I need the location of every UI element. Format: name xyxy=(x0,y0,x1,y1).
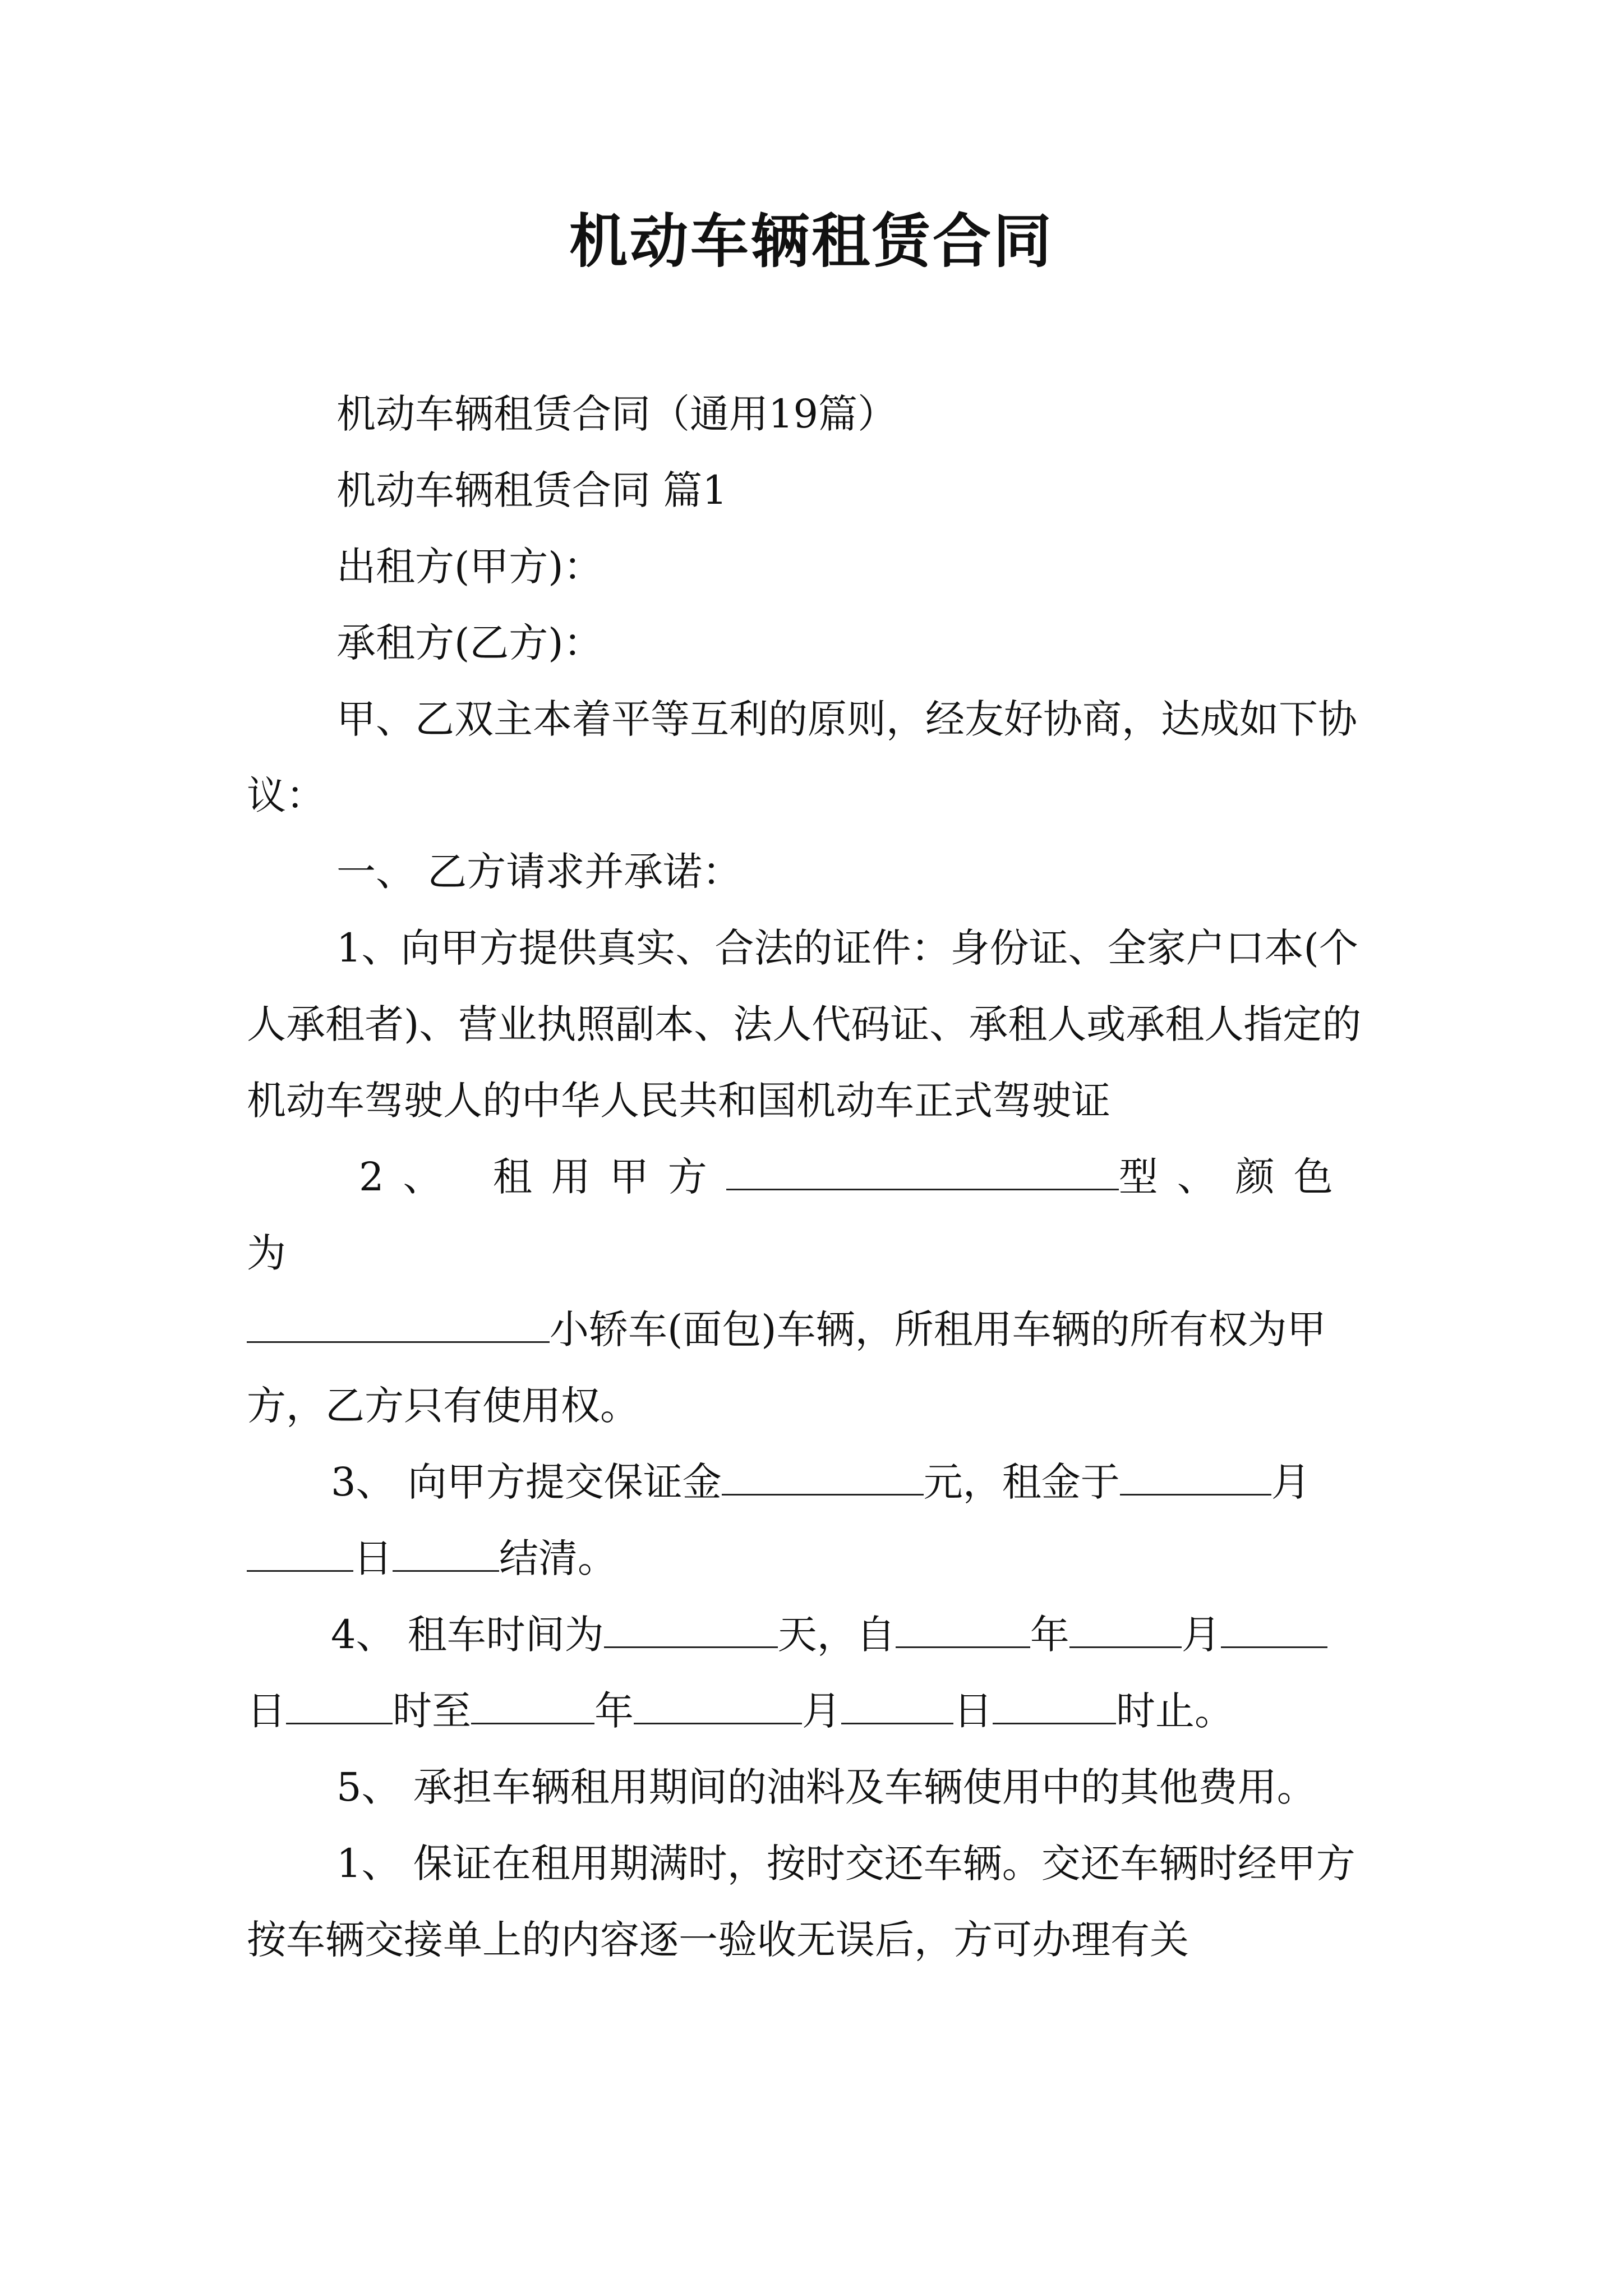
clause-4 xyxy=(247,1596,1385,1749)
clause-3-part2: 元，租金于 xyxy=(923,1459,1120,1505)
blank-vehicle-model xyxy=(726,1154,1119,1190)
blank-rental-days xyxy=(604,1612,778,1648)
chapter-heading: 机动车辆租赁合同 篇1 xyxy=(336,467,727,513)
clause-4-part10: 时止。 xyxy=(1116,1688,1234,1734)
blank-end-hour xyxy=(993,1688,1116,1724)
blank-end-month xyxy=(634,1688,802,1724)
blank-start-day xyxy=(1221,1612,1327,1648)
clause-4-part8: 月 xyxy=(802,1688,841,1734)
blank-rent-settle xyxy=(393,1535,499,1572)
clause-4-part7: 年 xyxy=(594,1688,634,1734)
clause-3-part3: 月 xyxy=(1271,1459,1311,1505)
blank-start-month xyxy=(1069,1612,1182,1648)
clause-4-part9: 日 xyxy=(953,1688,993,1734)
clause-4-part1: 4、 租车时间为 xyxy=(331,1612,604,1658)
blank-rent-month xyxy=(1120,1459,1271,1496)
clause-3-part1: 3、 向甲方提交保证金 xyxy=(331,1459,722,1505)
intro-paragraph: 甲、乙双主本着平等互利的原则，经友好协商，达成如下协议： xyxy=(247,696,1357,818)
clause-1: 1、向甲方提供真实、合法的证件：身份证、全家户口本(个人承租者)、营业执照副本、法人代码证、承租人或承租人指定的机动车驾驶人的中华人民共和国机动车正式驾驶证 xyxy=(247,925,1362,1124)
clause-2-part3: 小轿车(面包)车辆，所租用车辆的所有权为甲方，乙方只有使用权。 xyxy=(247,1306,1326,1429)
clause-4-part6: 时至 xyxy=(393,1688,471,1734)
document-subtitle: 机动车辆租赁合同（通用19篇） xyxy=(336,391,897,437)
clause-3-part5: 结清。 xyxy=(499,1535,617,1581)
blank-vehicle-color xyxy=(247,1306,550,1343)
clause-4-part5: 日 xyxy=(247,1688,286,1734)
blank-start-year xyxy=(896,1612,1030,1648)
clause-4-part3: 年 xyxy=(1030,1612,1069,1658)
lessee-line: 承租方(乙方)： xyxy=(336,620,603,666)
clause-4-part4: 月 xyxy=(1181,1612,1221,1658)
clause-3 xyxy=(247,1444,1385,1596)
document-title: 机动车辆租赁合同 xyxy=(569,206,1054,275)
lessor-line: 出租方(甲方)： xyxy=(336,544,603,590)
clause-4-part2: 天，自 xyxy=(777,1612,896,1658)
clause-5: 5、 承担车辆租用期间的油料及车辆使用中的其他费用。 xyxy=(336,1764,1316,1810)
clause-2-part1: 2、 租用甲方 xyxy=(359,1154,726,1200)
clause-2-part2: 型、颜色为 xyxy=(247,1154,1352,1276)
blank-end-day xyxy=(841,1688,953,1724)
blank-rent-day xyxy=(247,1535,353,1572)
document-body xyxy=(247,376,1385,1978)
blank-start-hour xyxy=(286,1688,393,1724)
clause-2 xyxy=(247,1139,1385,1444)
clause-6: 1、 保证在租用期满时，按时交还车辆。交还车辆时经甲方按车辆交接单上的内容逐一验收无误后，方可办理有关 xyxy=(247,1841,1355,1963)
clause-3-part4: 日 xyxy=(353,1535,393,1581)
blank-end-year xyxy=(471,1688,594,1724)
blank-deposit-amount xyxy=(722,1459,924,1496)
section-one-heading: 一、 乙方请求并承诺： xyxy=(336,849,742,895)
